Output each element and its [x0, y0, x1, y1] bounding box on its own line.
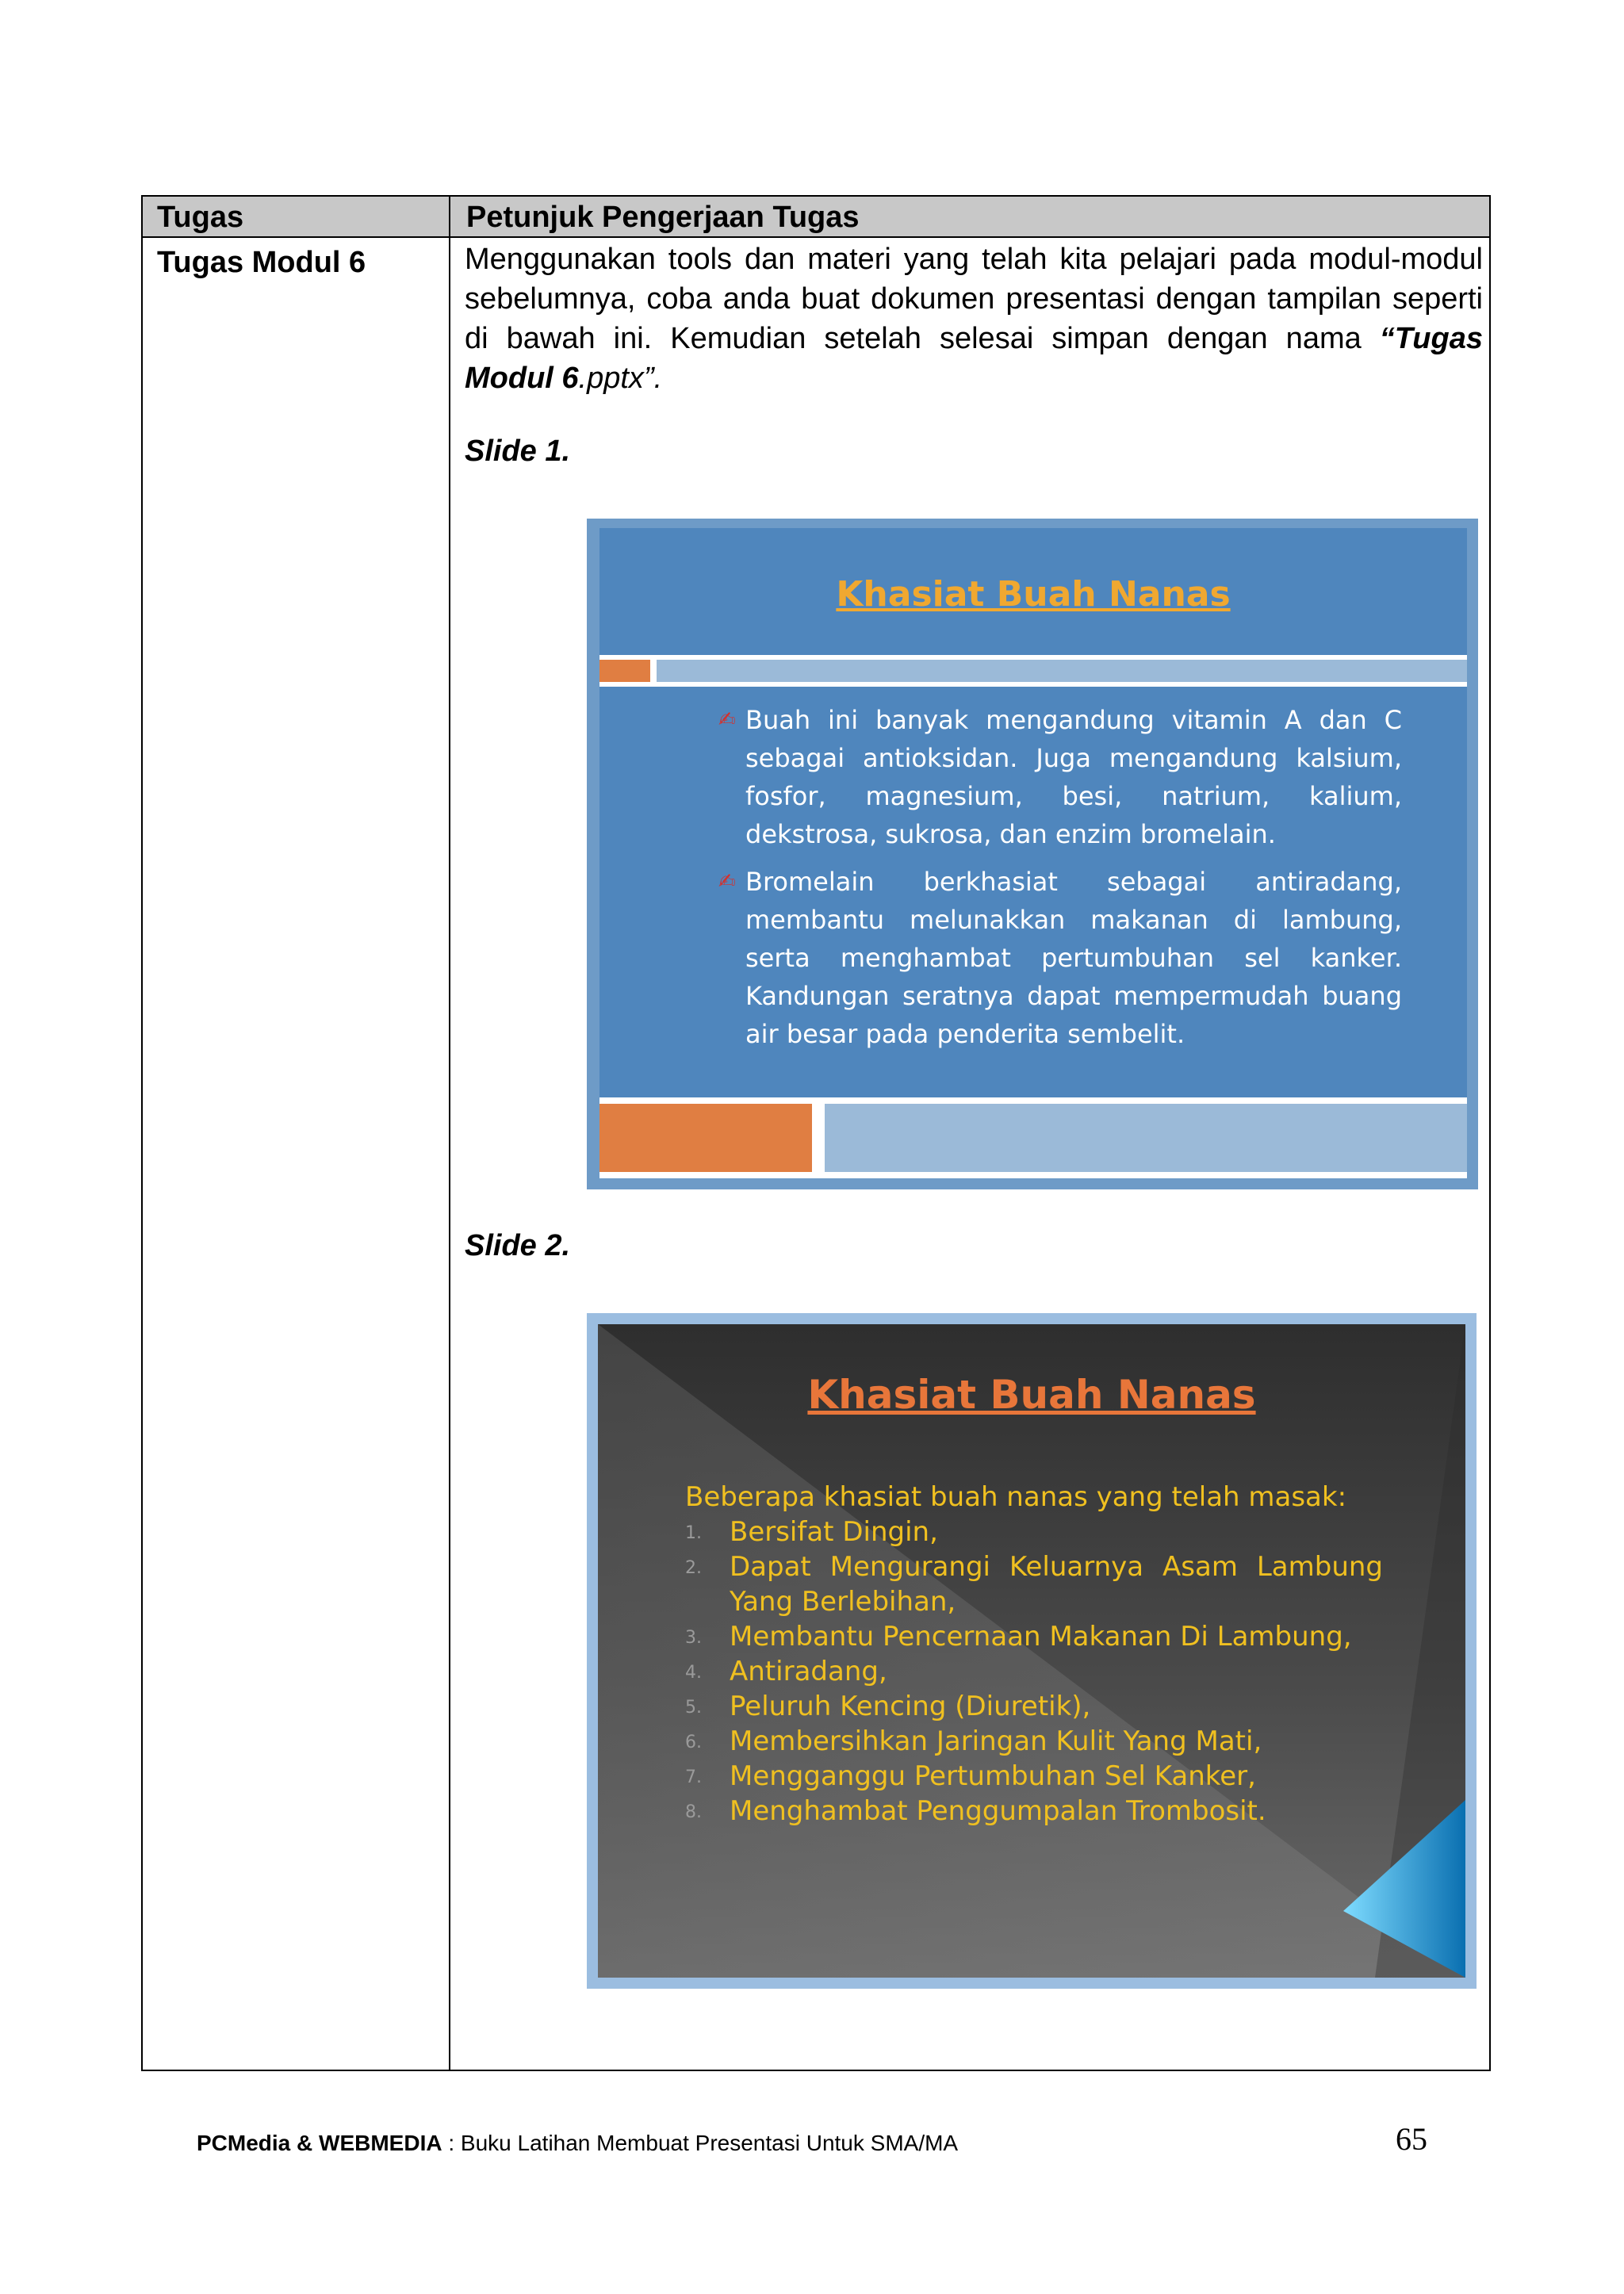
item-number: 2. [685, 1558, 702, 1578]
list-item [685, 1724, 1383, 1759]
pen-bullet-icon: ✍ [718, 708, 736, 732]
item-text: Bersifat Dingin, [730, 1516, 938, 1548]
list-item [718, 701, 1402, 853]
slide-1-preview [587, 519, 1478, 1189]
bullet-text: Bromelain berkhasiat sebagai antiradang, membantu melunakkan makanan di lambung, serta menghambat pertumbuhan sel kanker. Kandungan seratnya dapat mempermudah buang air besar pada penderita sembelit. [745, 867, 1402, 1049]
instruction-paragraph [465, 239, 1483, 398]
item-number: 7. [685, 1767, 702, 1787]
slide-2-numbered-list [685, 1515, 1383, 1829]
item-number: 8. [685, 1802, 702, 1822]
item-text: Membersihkan Jaringan Kulit Yang Mati, [730, 1725, 1262, 1757]
slide-1-label: Slide 1. [465, 435, 571, 468]
item-number: 6. [685, 1733, 702, 1752]
item-number: 3. [685, 1628, 702, 1648]
column-divider [449, 197, 450, 2070]
slide-1-canvas [599, 528, 1467, 1178]
pen-bullet-icon: ✍ [718, 870, 736, 894]
item-text: Menghambat Penggumpalan Trombosit. [730, 1795, 1266, 1827]
slide-2-preview [587, 1313, 1477, 1989]
item-text: Mengganggu Pertumbuhan Sel Kanker, [730, 1760, 1256, 1792]
list-item [685, 1515, 1383, 1549]
slide-1-footer-accent [599, 1104, 812, 1172]
instruction-cell [465, 239, 1483, 398]
item-text: Dapat Mengurangi Keluarnya Asam Lambung Yang Berlebihan, [730, 1551, 1383, 1618]
slide-1-footer-light [825, 1104, 1467, 1172]
instruction-extension: .pptx”. [578, 362, 663, 395]
slide-2-canvas [598, 1324, 1465, 1978]
page-footer [197, 2130, 958, 2157]
item-text: Antiradang, [730, 1656, 887, 1687]
list-item [685, 1759, 1383, 1794]
slide-1-light-bar [657, 660, 1467, 682]
header-petunjuk: Petunjuk Pengerjaan Tugas [466, 201, 860, 234]
slide-1-accent-bar [599, 660, 650, 682]
instruction-text: Menggunakan tools dan materi yang telah kita pelajari pada modul-modul sebelumnya, coba anda buat dokumen presentasi dengan tampilan seperti di bawah ini. Kemudian setelah selesai simpan dengan nama [465, 243, 1483, 355]
header-tugas: Tugas [157, 201, 244, 234]
task-name-cell: Tugas Modul 6 [157, 246, 366, 279]
item-text: Peluruh Kencing (Diuretik), [730, 1691, 1091, 1722]
list-item [685, 1654, 1383, 1689]
footer-publisher: PCMedia & WEBMEDIA [197, 2131, 442, 2155]
page-number: 65 [1396, 2121, 1427, 2157]
item-number: 5. [685, 1698, 702, 1718]
slide-1-title: Khasiat Buah Nanas [836, 574, 1231, 615]
slide-2-title: Khasiat Buah Nanas [807, 1372, 1256, 1418]
item-text: Membantu Pencernaan Makanan Di Lambung, [730, 1621, 1352, 1653]
slide-1-bullet-list [718, 701, 1402, 1063]
list-item [685, 1549, 1383, 1619]
list-item [718, 863, 1402, 1053]
list-item [685, 1689, 1383, 1724]
slide-2-intro: Beberapa khasiat buah nanas yang telah masak: [685, 1481, 1347, 1513]
item-number: 1. [685, 1523, 702, 1543]
item-number: 4. [685, 1663, 702, 1683]
bullet-text: Buah ini banyak mengandung vitamin A dan C sebagai antioksidan. Juga mengandung kalsium, fosfor, magnesium, besi, natrium, kalium, dekstrosa, sukrosa, dan enzim bromelain. [745, 705, 1402, 849]
instruction-filename: “Tugas Modul 6 [465, 322, 1483, 395]
list-item [685, 1619, 1383, 1654]
slide-2-label: Slide 2. [465, 1229, 571, 1262]
table-header-row [143, 197, 1489, 238]
list-item [685, 1794, 1383, 1829]
footer-book-title: : Buku Latihan Membuat Presentasi Untuk SMA/MA [442, 2131, 959, 2155]
